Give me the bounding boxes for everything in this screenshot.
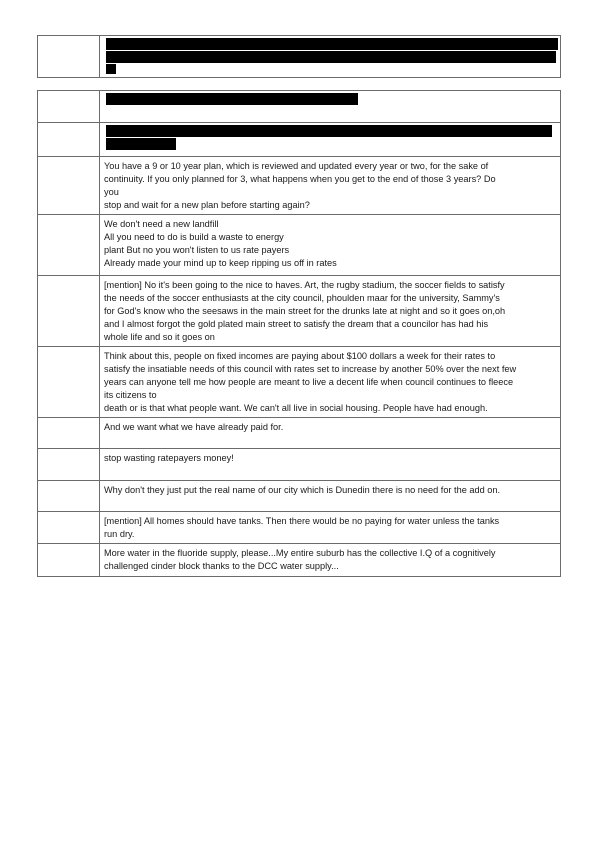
comment-text: [mention] All homes should have tanks. Then there would be no paying for water unless the tanks run dry. (104, 516, 500, 539)
header-table-id-cell (38, 36, 100, 78)
row-id-cell (38, 512, 100, 544)
table-row (38, 512, 561, 544)
redaction-bar (106, 125, 552, 137)
comment-cell (100, 215, 561, 276)
comment-text: More water in the fluoride supply, please...My entire suburb has the collective I.Q of a cognitively challenged cinder block thanks to the DCC water supply... (104, 548, 496, 571)
redaction-bar (106, 93, 358, 105)
comment-text: Think about this, people on fixed incomes are paying about $100 dollars a week for their rates to satisfy the insatiable needs of this council with rates set to increase by another 50% over the next few years can anyone tell me how people are meant to live a decent life when council continues to fleece its citizens to death or is that what people want. We can't all live in social housing. People have had enough. (104, 351, 517, 413)
comment-text: [mention] No it's been going to the nice to haves. Art, the rugby stadium, the soccer fields to satisfy the needs of the soccer enthusiasts at the city council, phoulden maar for the university, Sammy's for God's know who the seesaws in the main street for the drunks late at night and so it goes on,oh and I almost forgot the gold plated main street to satisfy the dream that a councilor has had his whole life and so it goes on (104, 280, 506, 342)
comment-text: Why don't they just put the real name of our city which is Dunedin there is no need for the add on. (104, 485, 501, 495)
row-id-cell (38, 418, 100, 449)
redaction-bar (106, 51, 556, 63)
table-row (38, 123, 561, 157)
comment-cell (100, 512, 561, 544)
table-row (38, 544, 561, 577)
header-table-row (38, 36, 561, 78)
table-row (38, 276, 561, 347)
comment-cell (100, 481, 561, 512)
header-table-text-cell (100, 36, 561, 78)
comment-text: You have a 9 or 10 year plan, which is reviewed and updated every year or two, for the sake of continuity. If you only planned for 3, what happens when you get to the end of those 3 years? Do you stop and wait for a new plan before starting again? (104, 161, 496, 210)
comment-cell (100, 347, 561, 418)
row-id-cell (38, 276, 100, 347)
table-row (38, 481, 561, 512)
redaction-bar (106, 64, 116, 74)
comment-text: And we want what we have already paid for. (104, 422, 284, 432)
row-id-cell (38, 157, 100, 215)
row-id-cell (38, 481, 100, 512)
comments-table (37, 90, 561, 577)
comment-cell (100, 157, 561, 215)
row-id-cell (38, 123, 100, 157)
table-row (38, 418, 561, 449)
row-text-cell (100, 123, 561, 157)
row-id-cell (38, 449, 100, 481)
row-id-cell (38, 544, 100, 577)
redaction-bar (106, 38, 558, 50)
table-row (38, 347, 561, 418)
row-id-cell (38, 91, 100, 123)
row-text-cell (100, 91, 561, 123)
comment-cell (100, 544, 561, 577)
comment-cell (100, 418, 561, 449)
table-row (38, 91, 561, 123)
row-id-cell (38, 347, 100, 418)
comment-text: We don't need a new landfill All you need to do is build a waste to energy plant But no you won't listen to us rate payers Already made your mind up to keep ripping us off in rates (104, 219, 337, 268)
header-table (37, 35, 561, 78)
table-row (38, 215, 561, 276)
row-id-cell (38, 215, 100, 276)
comment-text: stop wasting ratepayers money! (104, 453, 234, 463)
table-row (38, 449, 561, 481)
table-row (38, 157, 561, 215)
comment-cell (100, 276, 561, 347)
redaction-bar (106, 138, 176, 150)
comment-cell (100, 449, 561, 481)
